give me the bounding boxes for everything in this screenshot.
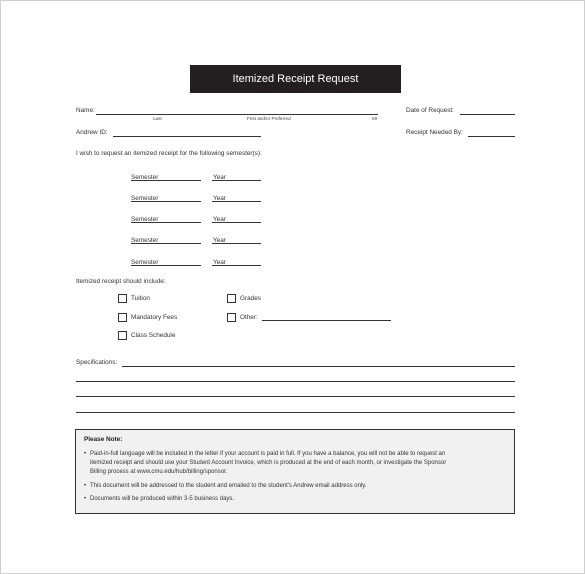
year-field[interactable] — [212, 180, 261, 181]
year-field[interactable] — [212, 201, 261, 202]
specifications-line[interactable] — [122, 366, 515, 367]
name-sub-first: First and/or Preferred — [247, 116, 291, 121]
specifications-line[interactable] — [76, 412, 515, 413]
note-bullet: • Documents will be produced within 3-5 business days. — [84, 496, 235, 502]
semester-label: Semester — [131, 195, 159, 202]
tuition-label: Tuition — [131, 295, 150, 302]
semester-label: Semester — [131, 174, 159, 181]
note-bullet-text: Paid-in-full language will be included in the letter if your account is paid in full. If you have a balance, you will not be able to request an — [90, 451, 446, 457]
mandatory-fees-label: Mandatory Fees — [131, 314, 178, 321]
include-label: Itemized receipt should include: — [76, 278, 166, 285]
specifications-line[interactable] — [76, 396, 515, 397]
note-bullet-cont — [84, 468, 504, 477]
semester-field[interactable] — [131, 265, 201, 266]
grades-checkbox[interactable] — [227, 294, 236, 303]
other-label: Other: — [240, 314, 258, 321]
date-field[interactable] — [460, 114, 515, 115]
year-label: Year — [213, 195, 226, 202]
note-bullet: • This document will be addressed to the student and emailed to the student's Andrew email address only. — [84, 483, 367, 489]
year-field[interactable] — [212, 222, 261, 223]
note-bullet-text: itemized receipt and should use your Student Account Invoice, which is produced at the end of each month, or investigate the Sponsor — [90, 460, 447, 466]
specifications-label: Specifications: — [76, 359, 118, 366]
date-label: Date of Request: — [406, 107, 454, 114]
semester-intro: I wish to request an itemized receipt for the following semester(s): — [76, 150, 262, 157]
needed-by-field[interactable] — [468, 136, 515, 137]
other-checkbox[interactable] — [227, 313, 236, 322]
note-bullet: • Paid-in-full language will be included in the letter if your account is paid in full. If you have a balance, you will not be able to request an — [84, 451, 446, 457]
semester-label: Semester — [131, 259, 159, 266]
year-label: Year — [213, 259, 226, 266]
year-label: Year — [213, 216, 226, 223]
note-bullet-cont — [84, 459, 504, 468]
year-field[interactable] — [212, 243, 261, 244]
name-sub-mi: MI — [372, 116, 378, 121]
semester-field[interactable] — [131, 180, 201, 181]
specifications-line[interactable] — [76, 381, 515, 382]
note-bullet-text: This document will be addressed to the student and emailed to the student's Andrew email address only. — [90, 483, 367, 489]
andrew-id-label: Andrew ID: — [76, 129, 108, 136]
note-bullet-text: Documents will be produced within 3-5 business days. — [90, 496, 235, 502]
year-label: Year — [213, 237, 226, 244]
other-field[interactable] — [262, 320, 391, 321]
year-label: Year — [213, 174, 226, 181]
grades-label: Grades — [240, 295, 261, 302]
form-title — [190, 65, 401, 93]
needed-by-label: Receipt Needed By: — [406, 129, 463, 136]
note-box — [75, 429, 515, 514]
note-bullet-text: Billing process at www.cmu.edu/hub/billing/sponsor. — [90, 469, 228, 475]
name-sub-last: Last — [153, 116, 162, 121]
tuition-checkbox[interactable] — [118, 294, 127, 303]
name-label: Name: — [76, 107, 95, 114]
semester-label: Semester — [131, 237, 159, 244]
semester-field[interactable] — [131, 243, 201, 244]
form-title-text: Itemized Receipt Request — [232, 73, 359, 85]
class-schedule-label: Class Schedule — [131, 332, 176, 339]
semester-field[interactable] — [131, 222, 201, 223]
andrew-id-field[interactable] — [113, 136, 261, 137]
class-schedule-checkbox[interactable] — [118, 331, 127, 340]
semester-label: Semester — [131, 216, 159, 223]
mandatory-fees-checkbox[interactable] — [118, 313, 127, 322]
name-field[interactable] — [96, 114, 378, 115]
semester-field[interactable] — [131, 201, 201, 202]
year-field[interactable] — [212, 265, 261, 266]
note-title: Please Note: — [84, 436, 123, 443]
